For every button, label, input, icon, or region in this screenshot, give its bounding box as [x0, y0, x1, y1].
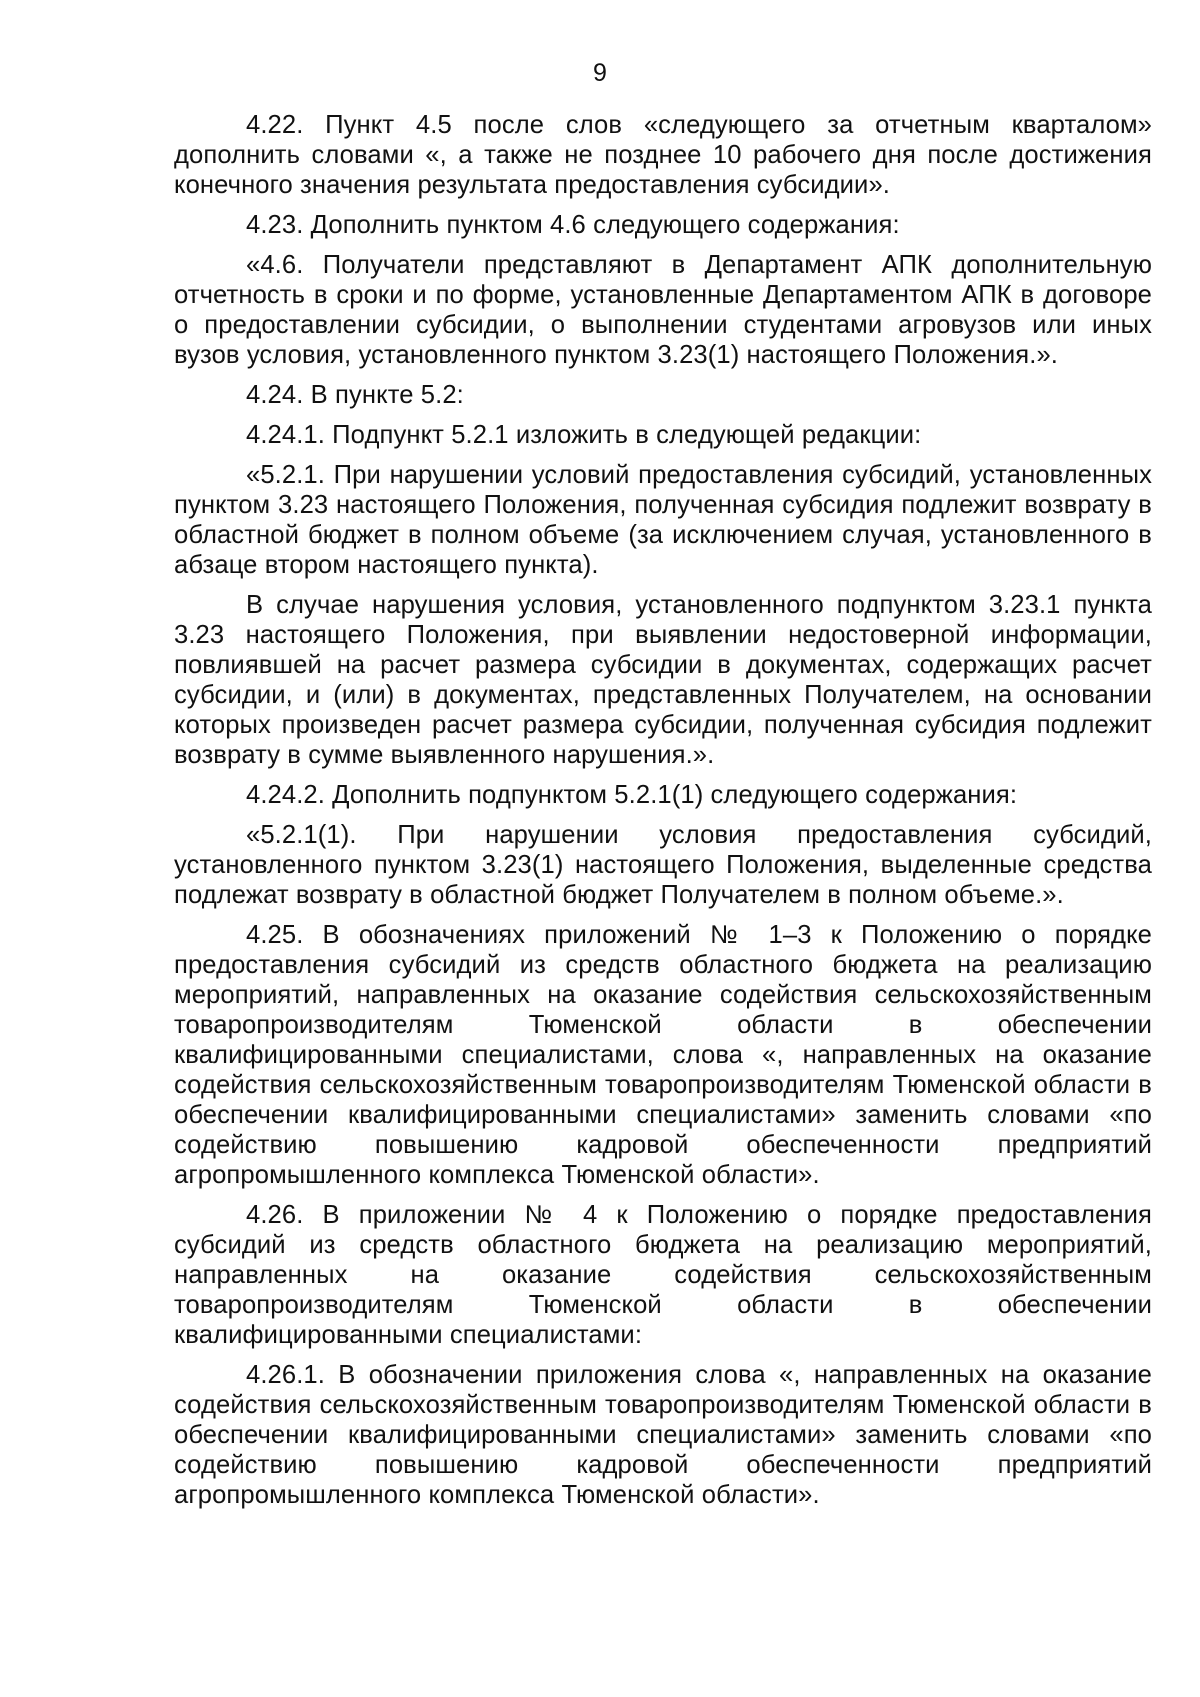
paragraph-5-2-1-quote: «5.2.1. При нарушении условий предоставления субсидий, установленных пунктом 3.23 настоящего Положения, полученная субсидия подлежит возврату в областной бюджет в полном объеме (за исключением случая, установленного в абзаце втором настоящего пункта). — [174, 461, 1152, 579]
paragraph-4-23: 4.23. Дополнить пунктом 4.6 следующего содержания: — [246, 211, 900, 239]
paragraph-4-25: 4.25. В обозначениях приложений № 1–3 к Положению о порядке предоставления субсидий из средств областного бюджета на реализацию мероприятий, направленных на оказание содействия сельскохозяйственным товаропроизводителям Тюменской области в обеспечении квалифицированными специалистами, слова «, направленных на оказание содействия сельскохозяйственным товаропроизводителям Тюменской области в обеспечении квалифицированными специалистами» заменить словами «по содействию повышению кадровой обеспеченности предприятий агропромышленного комплекса Тюменской области». — [174, 921, 1152, 1189]
paragraph-4-24: 4.24. В пункте 5.2: — [246, 381, 464, 409]
paragraph-4-6-quote: «4.6. Получатели представляют в Департамент АПК дополнительную отчетность в сроки и по форме, установленные Департаментом АПК в договоре о предоставлении субсидии, о выполнении студентами агровузов или иных вузов условия, установленного пунктом 3.23(1) настоящего Положения.». — [174, 251, 1152, 369]
page-number: 9 — [593, 59, 607, 87]
paragraph-5-2-1-1-quote: «5.2.1(1). При нарушении условия предоставления субсидий, установленного пунктом 3.23(1) настоящего Положения, выделенные средства подлежат возврату в областной бюджет Получателем в полном объеме.». — [174, 821, 1152, 909]
document-body — [174, 110, 1152, 1520]
paragraph-4-26-1: 4.26.1. В обозначении приложения слова «, направленных на оказание содействия сельскохозяйственным товаропроизводителям Тюменской области в обеспечении квалифицированными специалистами» заменить словами «по содействию повышению кадровой обеспеченности предприятий агропромышленного комплекса Тюменской области». — [174, 1361, 1152, 1509]
paragraph-4-24-1: 4.24.1. Подпункт 5.2.1 изложить в следующей редакции: — [246, 421, 922, 449]
paragraph-5-2-1-second: В случае нарушения условия, установленного подпунктом 3.23.1 пункта 3.23 настоящего Положения, при выявлении недостоверной информации, повлиявшей на расчет размера субсидии в документах, содержащих расчет субсидии, и (или) в документах, представленных Получателем, на основании которых произведен расчет размера субсидии, полученная субсидия подлежит возврату в сумме выявленного нарушения.». — [174, 591, 1152, 769]
paragraph-4-24-2: 4.24.2. Дополнить подпунктом 5.2.1(1) следующего содержания: — [246, 781, 1018, 809]
paragraph-4-22: 4.22. Пункт 4.5 после слов «следующего за отчетным кварталом» дополнить словами «, а также не позднее 10 рабочего дня после достижения конечного значения результата предоставления субсидии». — [174, 111, 1152, 199]
paragraph-4-26: 4.26. В приложении № 4 к Положению о порядке предоставления субсидий из средств областного бюджета на реализацию мероприятий, направленных на оказание содействия сельскохозяйственным товаропроизводителям Тюменской области в обеспечении квалифицированными специалистами: — [174, 1201, 1152, 1349]
